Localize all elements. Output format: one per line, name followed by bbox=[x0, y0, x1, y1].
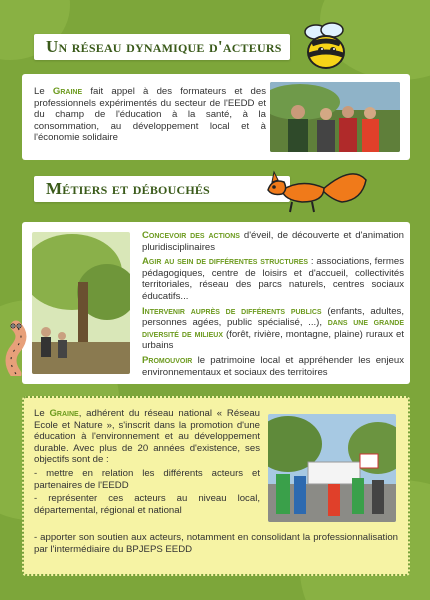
career-item: Agir au sein de différentes structures : associations, fermes pédagogiques, centre de loisirs et d'accueil, collectivités territoriales, réseau des parcs naturels, centres sociaux éducatifs... bbox=[142, 256, 404, 302]
squirrel-icon bbox=[262, 160, 368, 216]
network-intro: Le Graine, adhérent du réseau national « Réseau Ecole et Nature », s'inscrit dans la promotion d'une éducation à l'environnement et au développement durable. Avec plus de 20 années d'existence, ses objectifs sont de : bbox=[34, 408, 261, 466]
bee-icon bbox=[300, 22, 356, 74]
graine-brand: Graine bbox=[49, 408, 79, 419]
section1-paragraph bbox=[34, 86, 266, 144]
objective-item: - représenter ces acteurs au niveau local, départemental, régional et national bbox=[34, 493, 260, 516]
career-item: Concevoir des actions d'éveil, de découverte et d'animation pluridisciplinaires bbox=[142, 230, 404, 253]
career-item: Promouvoir le patrimoine local et appréhender les enjeux environnementaux et sociaux des territoires bbox=[142, 354, 404, 378]
section2-card bbox=[22, 222, 410, 384]
group-photo bbox=[270, 82, 400, 152]
worm-icon bbox=[2, 320, 30, 376]
objective-item: - mettre en relation les différents acteurs et partenaires de l'EEDD bbox=[34, 467, 260, 491]
section1-banner bbox=[34, 34, 290, 60]
section1-text-pre: Le bbox=[34, 86, 45, 97]
demonstration-photo bbox=[268, 414, 396, 522]
network-note bbox=[22, 396, 410, 576]
graine-brand: Graine bbox=[52, 86, 83, 97]
section1-card bbox=[22, 74, 410, 160]
objective-item: - apporter son soutien aux acteurs, notamment en consolidant la professionnalisation par l'intermédiaire du BPJEPS EEDD bbox=[34, 532, 398, 555]
section2-banner bbox=[34, 176, 290, 202]
section2-title: Métiers et débouchés bbox=[46, 179, 210, 198]
career-item: Intervenir auprès de différents publics (enfants, adultes, personnes agées, public spécialisé, ...), dans une grande diversité de milieux (forêt, rivière, montagne, plaine) ruraux et urbains bbox=[142, 305, 405, 352]
forest-photo bbox=[32, 232, 130, 374]
section1-title: Un réseau dynamique d'acteurs bbox=[46, 37, 282, 56]
section1-text: fait appel à des formateurs et des professionnels expérimentés du secteur de l'EEDD et du champ de l'éducation à la santé, à la consommation, au développement local et à l'économie solidaire bbox=[34, 86, 267, 144]
network-text bbox=[34, 408, 260, 516]
careers-list bbox=[142, 230, 404, 381]
